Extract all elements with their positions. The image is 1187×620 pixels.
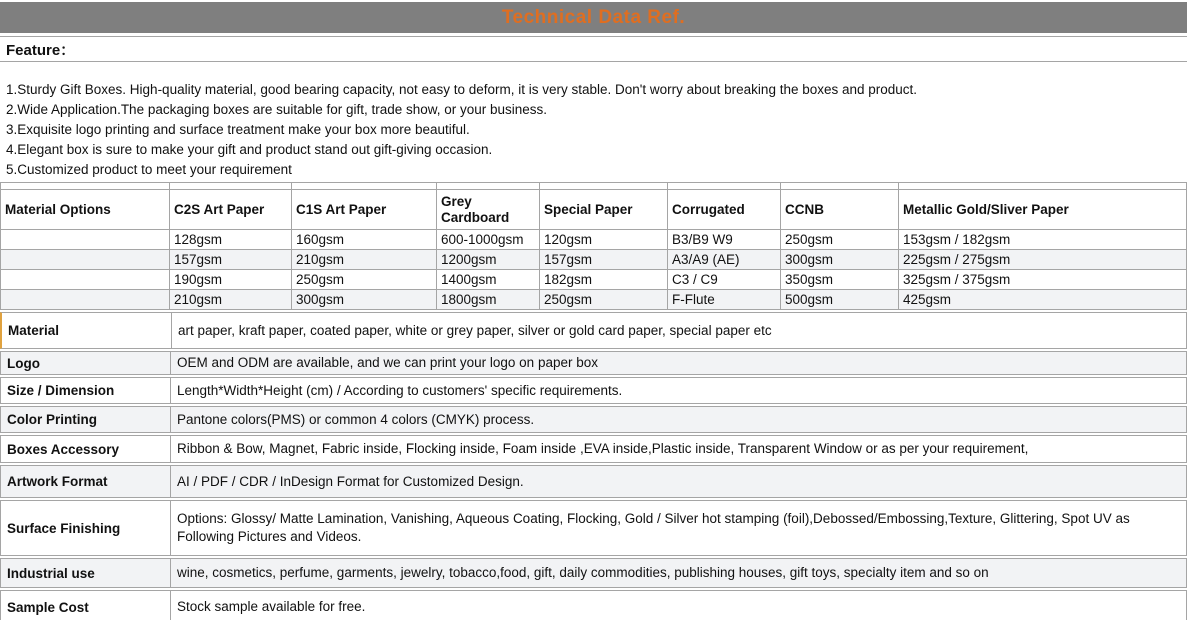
materials-value-cell: A3/A9 (AE) <box>668 250 781 269</box>
feature-list <box>0 62 1187 182</box>
materials-value-cell: 1200gsm <box>437 250 540 269</box>
materials-data-row <box>0 289 1187 309</box>
spec-label: Industrial use <box>1 559 171 587</box>
materials-value-cell: 225gsm / 275gsm <box>899 250 1187 269</box>
table-cell <box>540 183 668 189</box>
materials-value-cell: 120gsm <box>540 230 668 249</box>
materials-header-cell: Special Paper <box>540 190 668 229</box>
feature-item: 5.Customized product to meet your requirement <box>6 162 292 177</box>
table-cell <box>292 183 437 189</box>
materials-value-cell: 210gsm <box>292 250 437 269</box>
feature-item: 3.Exquisite logo printing and surface treatment make your box more beautiful. <box>6 122 470 137</box>
materials-header-row <box>0 189 1187 229</box>
spec-label: Boxes Accessory <box>1 436 171 462</box>
materials-header-cell: Material Options <box>0 190 170 229</box>
spec-value: Length*Width*Height (cm) / According to customers' specific requirements. <box>177 382 623 398</box>
table-cell <box>668 183 781 189</box>
materials-value-cell: 1400gsm <box>437 270 540 289</box>
materials-value-cell: 350gsm <box>781 270 899 289</box>
materials-value-cell: 153gsm / 182gsm <box>899 230 1187 249</box>
materials-value-cell: 182gsm <box>540 270 668 289</box>
spec-label: Surface Finishing <box>1 501 171 555</box>
materials-table <box>0 182 1187 310</box>
materials-value-cell: C3 / C9 <box>668 270 781 289</box>
spec-label: Color Printing <box>1 407 171 432</box>
materials-value-cell: B3/B9 W9 <box>668 230 781 249</box>
materials-value-cell: 190gsm <box>170 270 292 289</box>
materials-value-cell: 250gsm <box>540 290 668 309</box>
materials-value-cell: F-Flute <box>668 290 781 309</box>
materials-value-cell: 128gsm <box>170 230 292 249</box>
materials-value-cell: 250gsm <box>292 270 437 289</box>
spec-label: Material <box>2 313 172 348</box>
spec-row <box>0 312 1187 349</box>
page-title: Technical Data Ref. <box>501 6 686 28</box>
spec-row <box>0 377 1187 404</box>
spec-value: art paper, kraft paper, coated paper, white or grey paper, silver or gold card paper, special paper etc <box>178 322 772 338</box>
materials-value-cell <box>0 230 170 249</box>
table-cell <box>899 183 1187 189</box>
materials-header-cell: C2S Art Paper <box>170 190 292 229</box>
materials-header-cell: Corrugated <box>668 190 781 229</box>
materials-data-row <box>0 269 1187 289</box>
materials-value-cell: 300gsm <box>781 250 899 269</box>
spec-row <box>0 500 1187 556</box>
table-cell <box>170 183 292 189</box>
materials-value-cell: 250gsm <box>781 230 899 249</box>
title-band <box>0 2 1187 33</box>
spec-value: Options: Glossy/ Matte Lamination, Vanishing, Aqueous Coating, Flocking, Gold / Silver hot stamping (foil),Debossed/Embossing,Texture, Glittering, Spot UV as Following Pictures and Videos. <box>177 511 1130 544</box>
spec-row <box>0 406 1187 433</box>
materials-header-cell: Grey Cardboard <box>437 190 540 229</box>
spec-value: OEM and ODM are available, and we can print your logo on paper box <box>177 355 598 370</box>
spec-value: Pantone colors(PMS) or common 4 colors (CMYK) process. <box>177 411 535 427</box>
spec-table <box>0 312 1187 620</box>
spec-row <box>0 351 1187 375</box>
materials-data-row <box>0 229 1187 249</box>
table-cell <box>437 183 540 189</box>
materials-value-cell: 160gsm <box>292 230 437 249</box>
spec-row <box>0 435 1187 463</box>
materials-value-cell <box>0 290 170 309</box>
spec-value: Stock sample available for free. <box>177 599 366 614</box>
materials-value-cell <box>0 250 170 269</box>
spec-value: Ribbon & Bow, Magnet, Fabric inside, Flocking inside, Foam inside ,EVA inside,Plastic inside, Transparent Window or as per your requirement, <box>177 441 1029 456</box>
materials-value-cell <box>0 270 170 289</box>
feature-header-bar <box>0 36 1187 62</box>
materials-value-cell: 500gsm <box>781 290 899 309</box>
spec-label: Artwork Format <box>1 466 171 497</box>
materials-value-cell: 300gsm <box>292 290 437 309</box>
materials-data-row <box>0 249 1187 269</box>
materials-header-cell: C1S Art Paper <box>292 190 437 229</box>
feature-item: 4.Elegant box is sure to make your gift and product stand out gift-giving occasion. <box>6 142 493 157</box>
materials-spacer-row <box>0 182 1187 189</box>
feature-item: 2.Wide Application.The packaging boxes are suitable for gift, trade show, or your business. <box>6 102 548 117</box>
spec-label: Size / Dimension <box>1 378 171 403</box>
table-cell <box>0 183 170 189</box>
spec-label: Logo <box>1 352 171 374</box>
materials-value-cell: 210gsm <box>170 290 292 309</box>
spec-row <box>0 558 1187 588</box>
materials-value-cell: 1800gsm <box>437 290 540 309</box>
spec-row <box>0 590 1187 620</box>
spec-value: AI / PDF / CDR / InDesign Format for Customized Design. <box>177 473 524 489</box>
spec-label: Sample Cost <box>1 591 171 620</box>
feature-item: 1.Sturdy Gift Boxes. High-quality material, good bearing capacity, not easy to deform, it is very stable. Don't worry about breaking the boxes and product. <box>6 82 918 97</box>
materials-value-cell: 157gsm <box>540 250 668 269</box>
materials-header-cell: Metallic Gold/Sliver Paper <box>899 190 1187 229</box>
materials-value-cell: 425gsm <box>899 290 1187 309</box>
table-cell <box>781 183 899 189</box>
feature-heading: Feature： <box>6 41 76 59</box>
materials-value-cell: 157gsm <box>170 250 292 269</box>
spec-row <box>0 465 1187 498</box>
materials-header-cell: CCNB <box>781 190 899 229</box>
materials-value-cell: 325gsm / 375gsm <box>899 270 1187 289</box>
spec-value: wine, cosmetics, perfume, garments, jewelry, tobacco,food, gift, daily commodities, publishing houses, gift toys, specialty item and so on <box>177 565 989 580</box>
materials-value-cell: 600-1000gsm <box>437 230 540 249</box>
